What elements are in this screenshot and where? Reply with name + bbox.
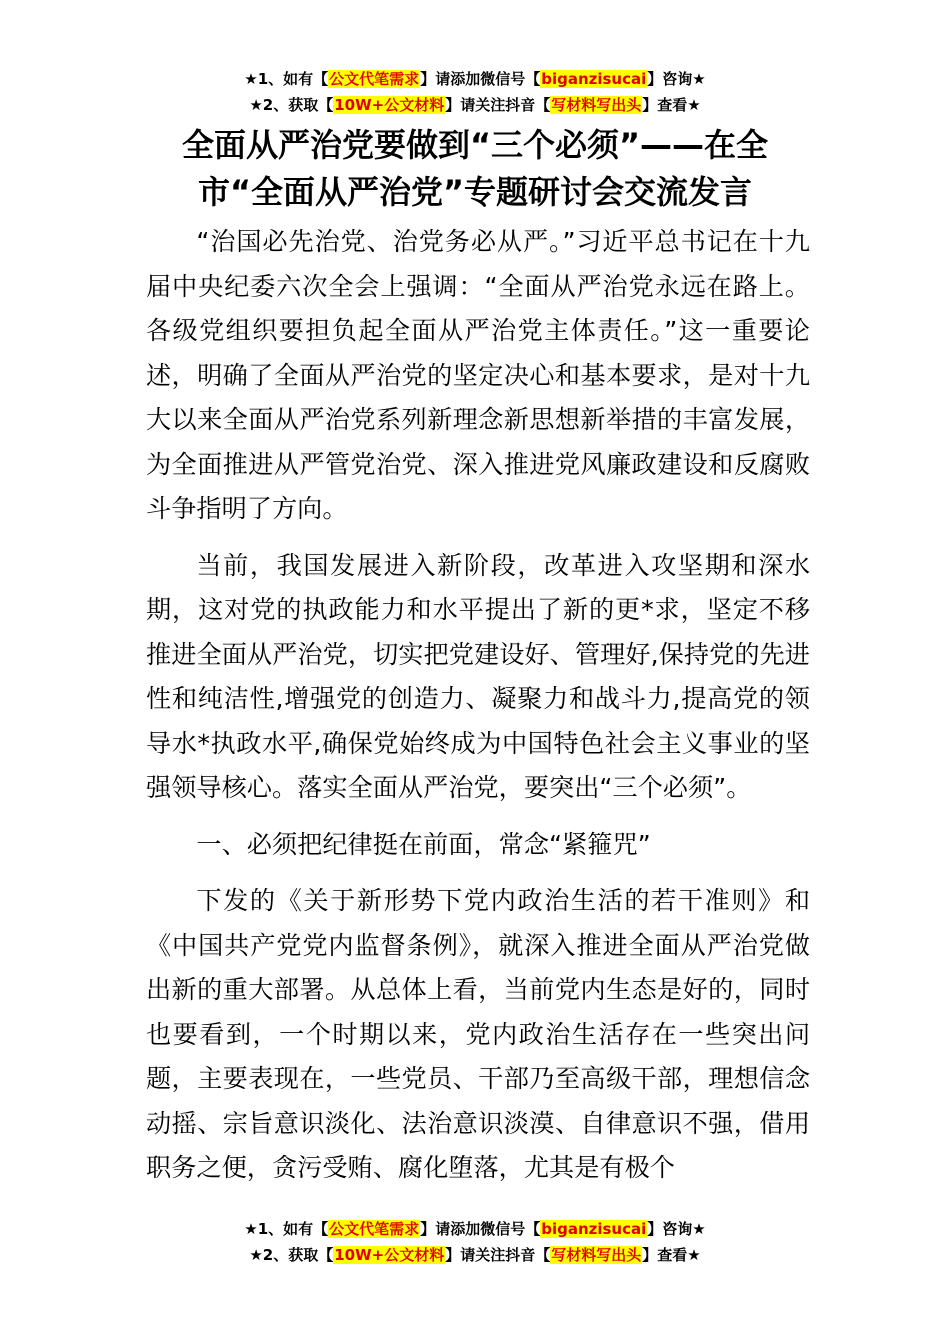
banner-highlight: biganzisucai <box>541 70 647 88</box>
banner-text: 】查看★ <box>642 96 701 114</box>
banner-highlight: 写材料写出头 <box>551 1246 642 1264</box>
banner-text: 】咨询★ <box>647 70 706 88</box>
banner-text: 】查看★ <box>642 1246 701 1264</box>
header-banner <box>0 66 950 118</box>
banner-line-1 <box>0 1216 950 1242</box>
body-paragraph: 下发的《关于新形势下党内政治生活的若干准则》和《中国共产党党内监督条例》，就深入推进全面从严治党做出新的重大部署。从总体上看，当前党内生态是好的，同时也要看到，一个时期以来，党内政治生活存在一些突出问题，主要表现在，一些党员、干部乃至高级干部，理想信念动摇、宗旨意识淡化、法治意识淡漠、自律意识不强，借用职务之便，贪污受贿、腐化堕落，尤其是有极个 <box>146 886 810 1182</box>
banner-line-1 <box>0 66 950 92</box>
banner-line-2 <box>0 92 950 118</box>
body-paragraph: 当前，我国发展进入新阶段，改革进入攻坚期和深水期，这对党的执政能力和水平提出了新的更*求，坚定不移推进全面从严治党，切实把党建设好、管理好,保持党的先进性和纯洁性,增强党的创造力、凝聚力和战斗力,提高党的领导水*执政水平,确保党始终成为中国特色社会主义事业的坚强领导核心。落实全面从严治党，要突出“三个必须”。 <box>146 550 810 802</box>
banner-highlight: 写材料写出头 <box>551 96 642 114</box>
section-heading: 一、必须把纪律挺在前面，常念“紧箍咒” <box>196 829 651 859</box>
banner-highlight: biganzisucai <box>541 1220 647 1238</box>
banner-highlight: 10W+公文材料 <box>334 96 445 114</box>
banner-text: 】请添加微信号【 <box>420 70 541 88</box>
document-body <box>146 220 810 1203</box>
document-title: 全面从严治党要做到“三个必须”——在全市“全面从严治党”专题研讨会交流发言 <box>181 126 769 211</box>
banner-highlight: 10W+公文材料 <box>334 1246 445 1264</box>
body-paragraph: “治国必先治党、治党务必从严。”习近平总书记在十九届中央纪委六次全会上强调：“全面从严治党永远在路上。各级党组织要担负起全面从严治党主体责任。”这一重要论述，明确了全面从严治党的坚定决心和基本要求，是对十九大以来全面从严治党系列新理念新思想新举措的丰富发展，为全面推进从严管党治党、深入推进党风廉政建设和反腐败斗争指明了方向。 <box>146 227 810 523</box>
banner-text: 】请添加微信号【 <box>420 1220 541 1238</box>
banner-text: ★1、如有【 <box>244 70 329 88</box>
banner-text: ★2、获取【 <box>249 1246 334 1264</box>
banner-text: 】请关注抖音【 <box>445 1246 551 1264</box>
banner-text: ★1、如有【 <box>244 1220 329 1238</box>
banner-text: 】请关注抖音【 <box>445 96 551 114</box>
banner-highlight: 公文代笔需求 <box>329 1220 420 1238</box>
banner-highlight: 公文代笔需求 <box>329 70 420 88</box>
footer-banner <box>0 1216 950 1268</box>
banner-text: ★2、获取【 <box>249 96 334 114</box>
banner-line-2 <box>0 1242 950 1268</box>
banner-text: 】咨询★ <box>647 1220 706 1238</box>
